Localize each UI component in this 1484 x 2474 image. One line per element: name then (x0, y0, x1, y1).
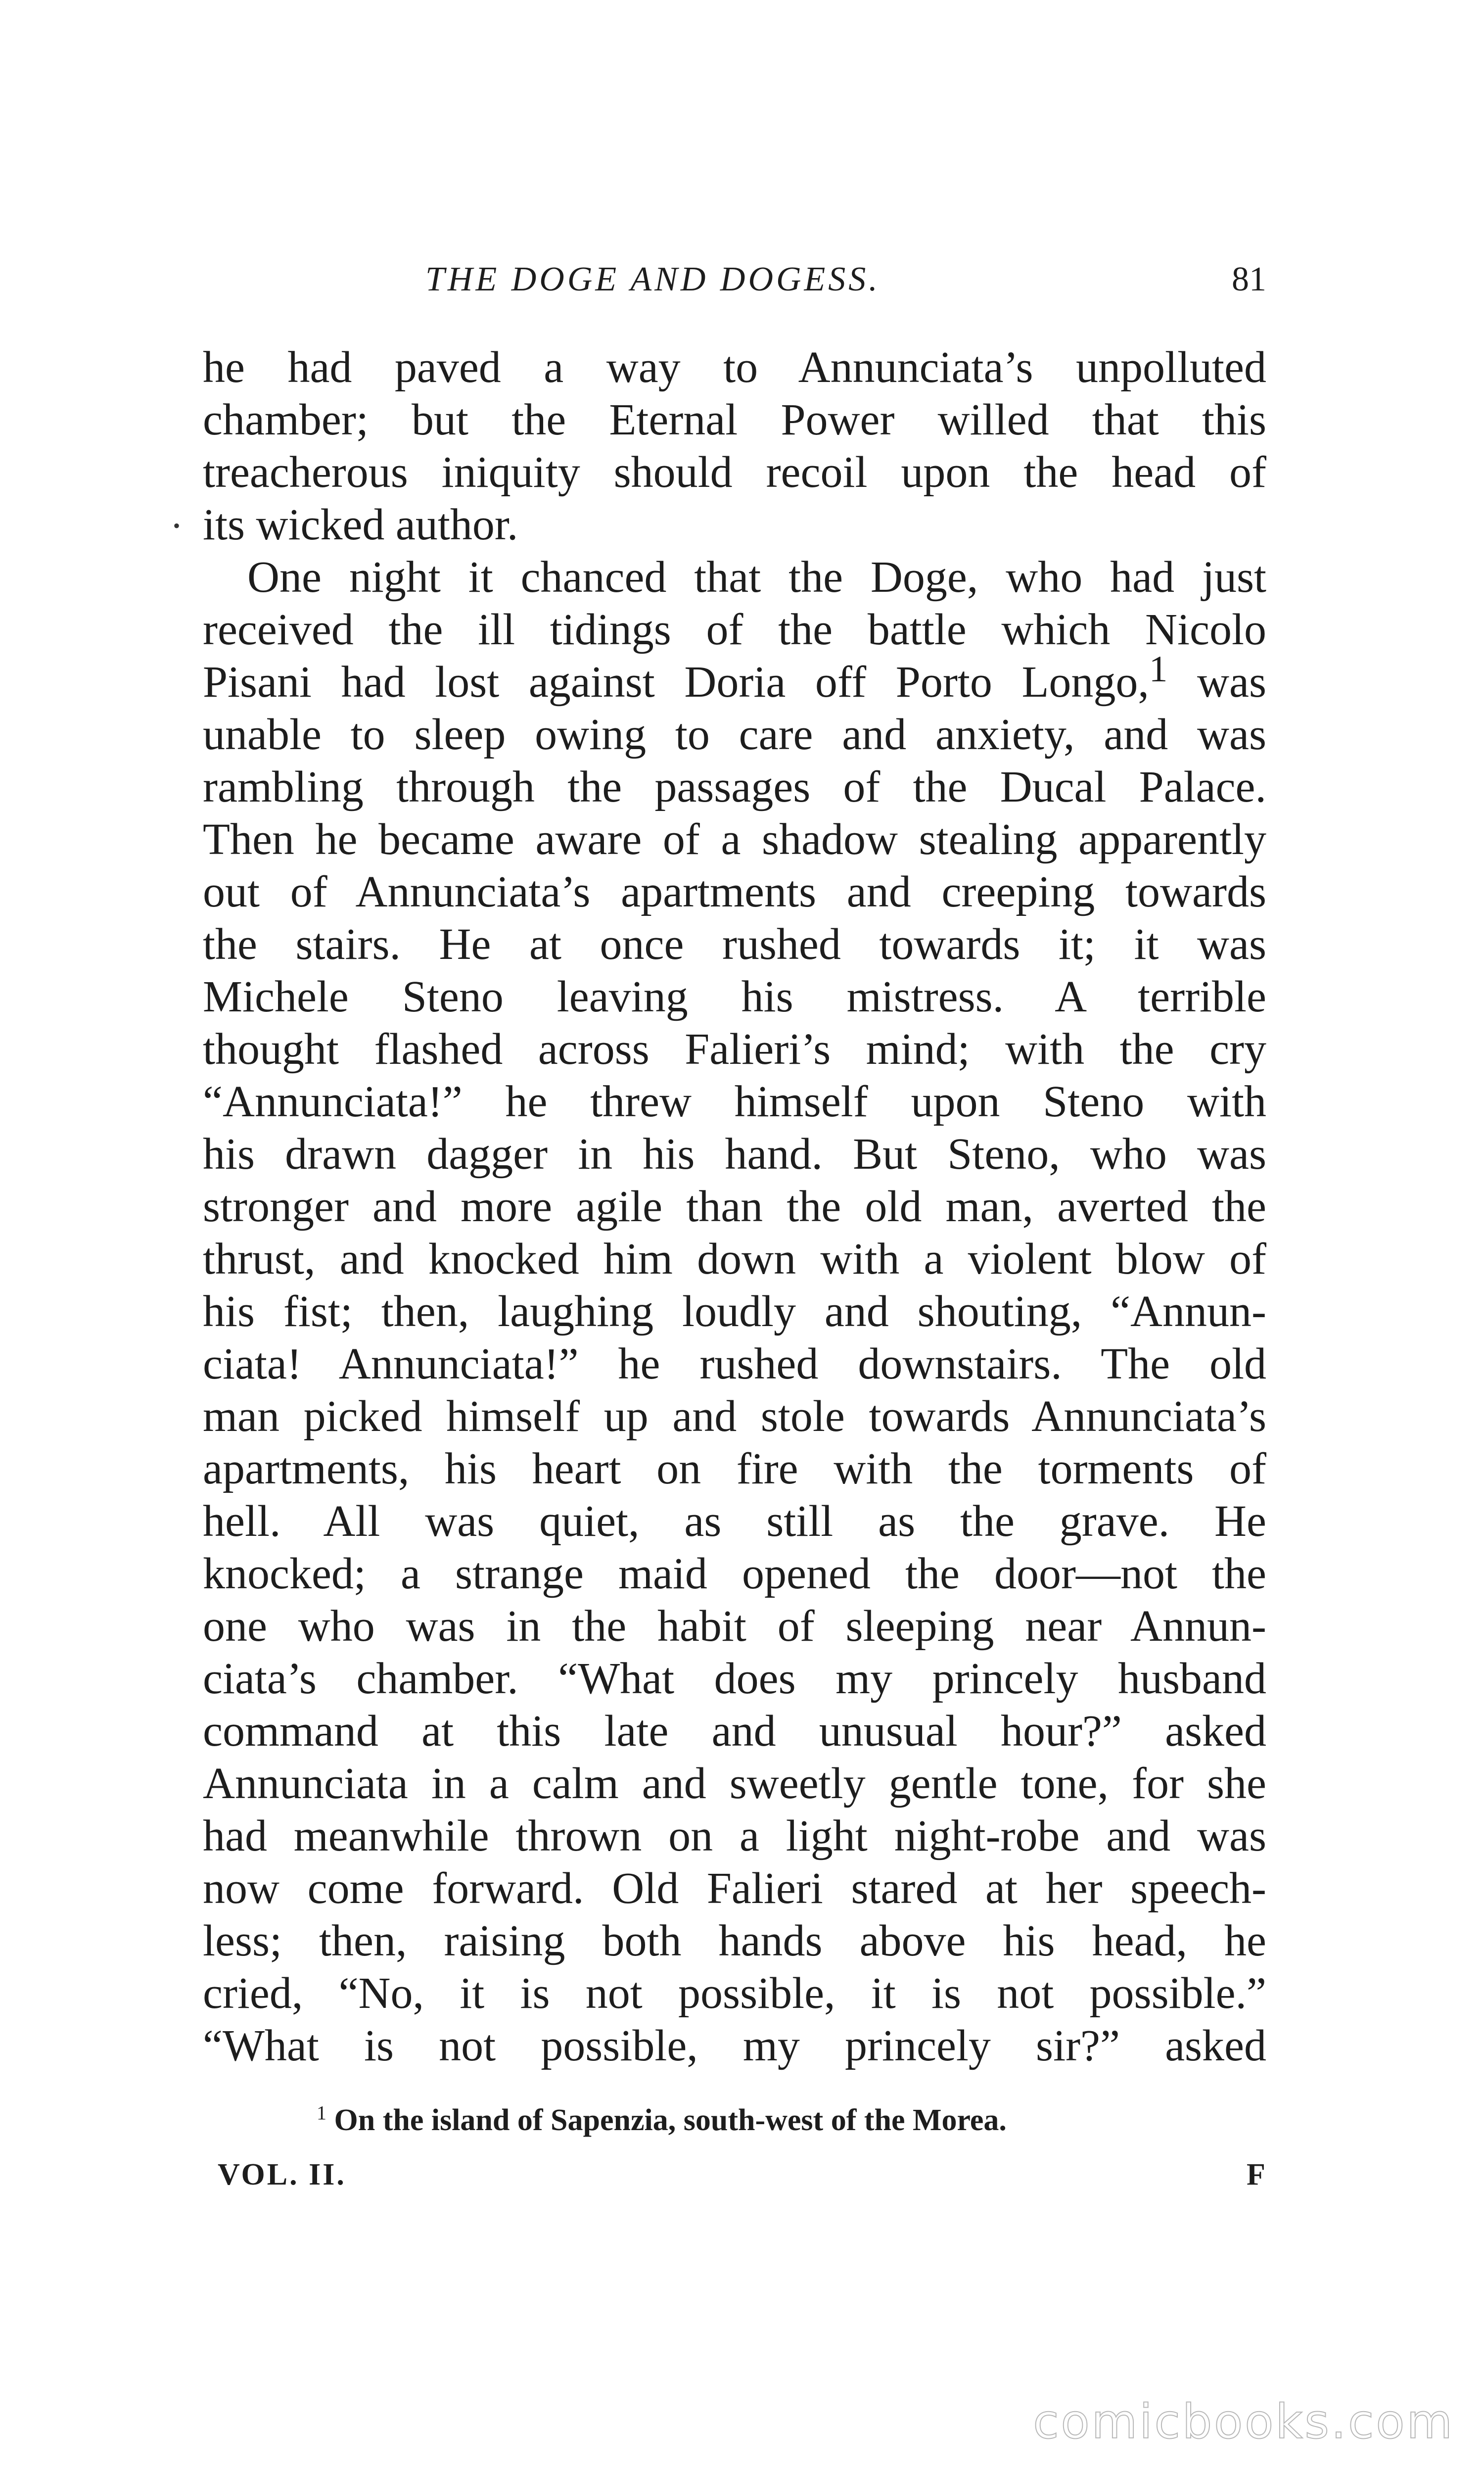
text-line: command at this late and unusual hour?” asked (203, 1707, 1266, 1756)
text-line: man picked himself up and stole towards Annunciata’s (203, 1392, 1266, 1441)
text-line: now come forward. Old Falieri stared at her speech- (203, 1864, 1266, 1913)
page-number: 81 (1232, 260, 1266, 298)
text-line: less; then, raising both hands above his head, he (203, 1916, 1266, 1965)
text-line: stronger and more agile than the old man, averted the (203, 1182, 1266, 1231)
text-line: his fist; then, laughing loudly and shouting, “Annun- (203, 1287, 1266, 1336)
text-fragment: was (1167, 658, 1266, 707)
text-line: cried, “No, it is not possible, it is not possible.” (203, 1969, 1266, 2018)
text-line: Michele Steno leaving his mistress. A terrible (203, 972, 1266, 1021)
text-fragment: Pisani had lost against Doria off Porto Longo, (203, 658, 1149, 707)
body-text (203, 341, 1266, 2072)
text-line: “What is not possible, my princely sir?” asked (203, 2021, 1266, 2070)
signature-letter: F (1247, 2158, 1265, 2191)
text-line: apartments, his heart on fire with the torments of (203, 1444, 1266, 1493)
text-line: treacherous iniquity should recoil upon the head of (203, 448, 1266, 497)
text-line: the stairs. He at once rushed towards it; it was (203, 920, 1266, 969)
text-line: out of Annunciata’s apartments and creeping towards (203, 867, 1266, 916)
running-head (0, 257, 1484, 302)
text-line: ciata! Annunciata!” he rushed downstairs. The old (203, 1339, 1266, 1388)
text-line: Then he became aware of a shadow stealing apparently (203, 815, 1266, 864)
text-line-with-footnote (203, 649, 1266, 709)
text-line: chamber; but the Eternal Power willed that this (203, 395, 1266, 444)
running-title: THE DOGE AND DOGESS. (425, 260, 881, 298)
text-line: knocked; a strange maid opened the door—not the (203, 1549, 1266, 1598)
footnote-reference: 1 (1149, 649, 1168, 690)
text-line: One night it chanced that the Doge, who had just (247, 553, 1266, 602)
text-line: Annunciata in a calm and sweetly gentle tone, for she (203, 1759, 1266, 1808)
text-line: received the ill tidings of the battle which Nicolo (203, 605, 1266, 654)
footnote (317, 2100, 1007, 2140)
text-line: he had paved a way to Annunciata’s unpolluted (203, 343, 1266, 392)
watermark: comicbooks.com (1033, 2395, 1454, 2449)
text-line: had meanwhile thrown on a light night-robe and was (203, 1811, 1266, 1860)
text-line: his drawn dagger in his hand. But Steno, who was (203, 1130, 1266, 1179)
text-line: its wicked author. (203, 500, 518, 549)
signature-volume: VOL. II. (218, 2158, 346, 2191)
text-line: ciata’s chamber. “What does my princely husband (203, 1654, 1266, 1703)
margin-mark: • (173, 515, 181, 537)
text-line: thrust, and knocked him down with a violent blow of (203, 1235, 1266, 1284)
text-line: one who was in the habit of sleeping near Annun- (203, 1602, 1266, 1651)
text-line: thought flashed across Falieri’s mind; with the cry (203, 1025, 1266, 1074)
text-line: rambling through the passages of the Ducal Palace. (203, 762, 1266, 811)
text-line: unable to sleep owing to care and anxiety, and was (203, 710, 1266, 759)
text-line: “Annunciata!” he threw himself upon Steno with (203, 1077, 1266, 1126)
footnote-text: On the island of Sapenzia, south-west of the Morea. (334, 2103, 1007, 2137)
footnote-marker: 1 (317, 2101, 326, 2124)
text-line: hell. All was quiet, as still as the grave. He (203, 1497, 1266, 1546)
